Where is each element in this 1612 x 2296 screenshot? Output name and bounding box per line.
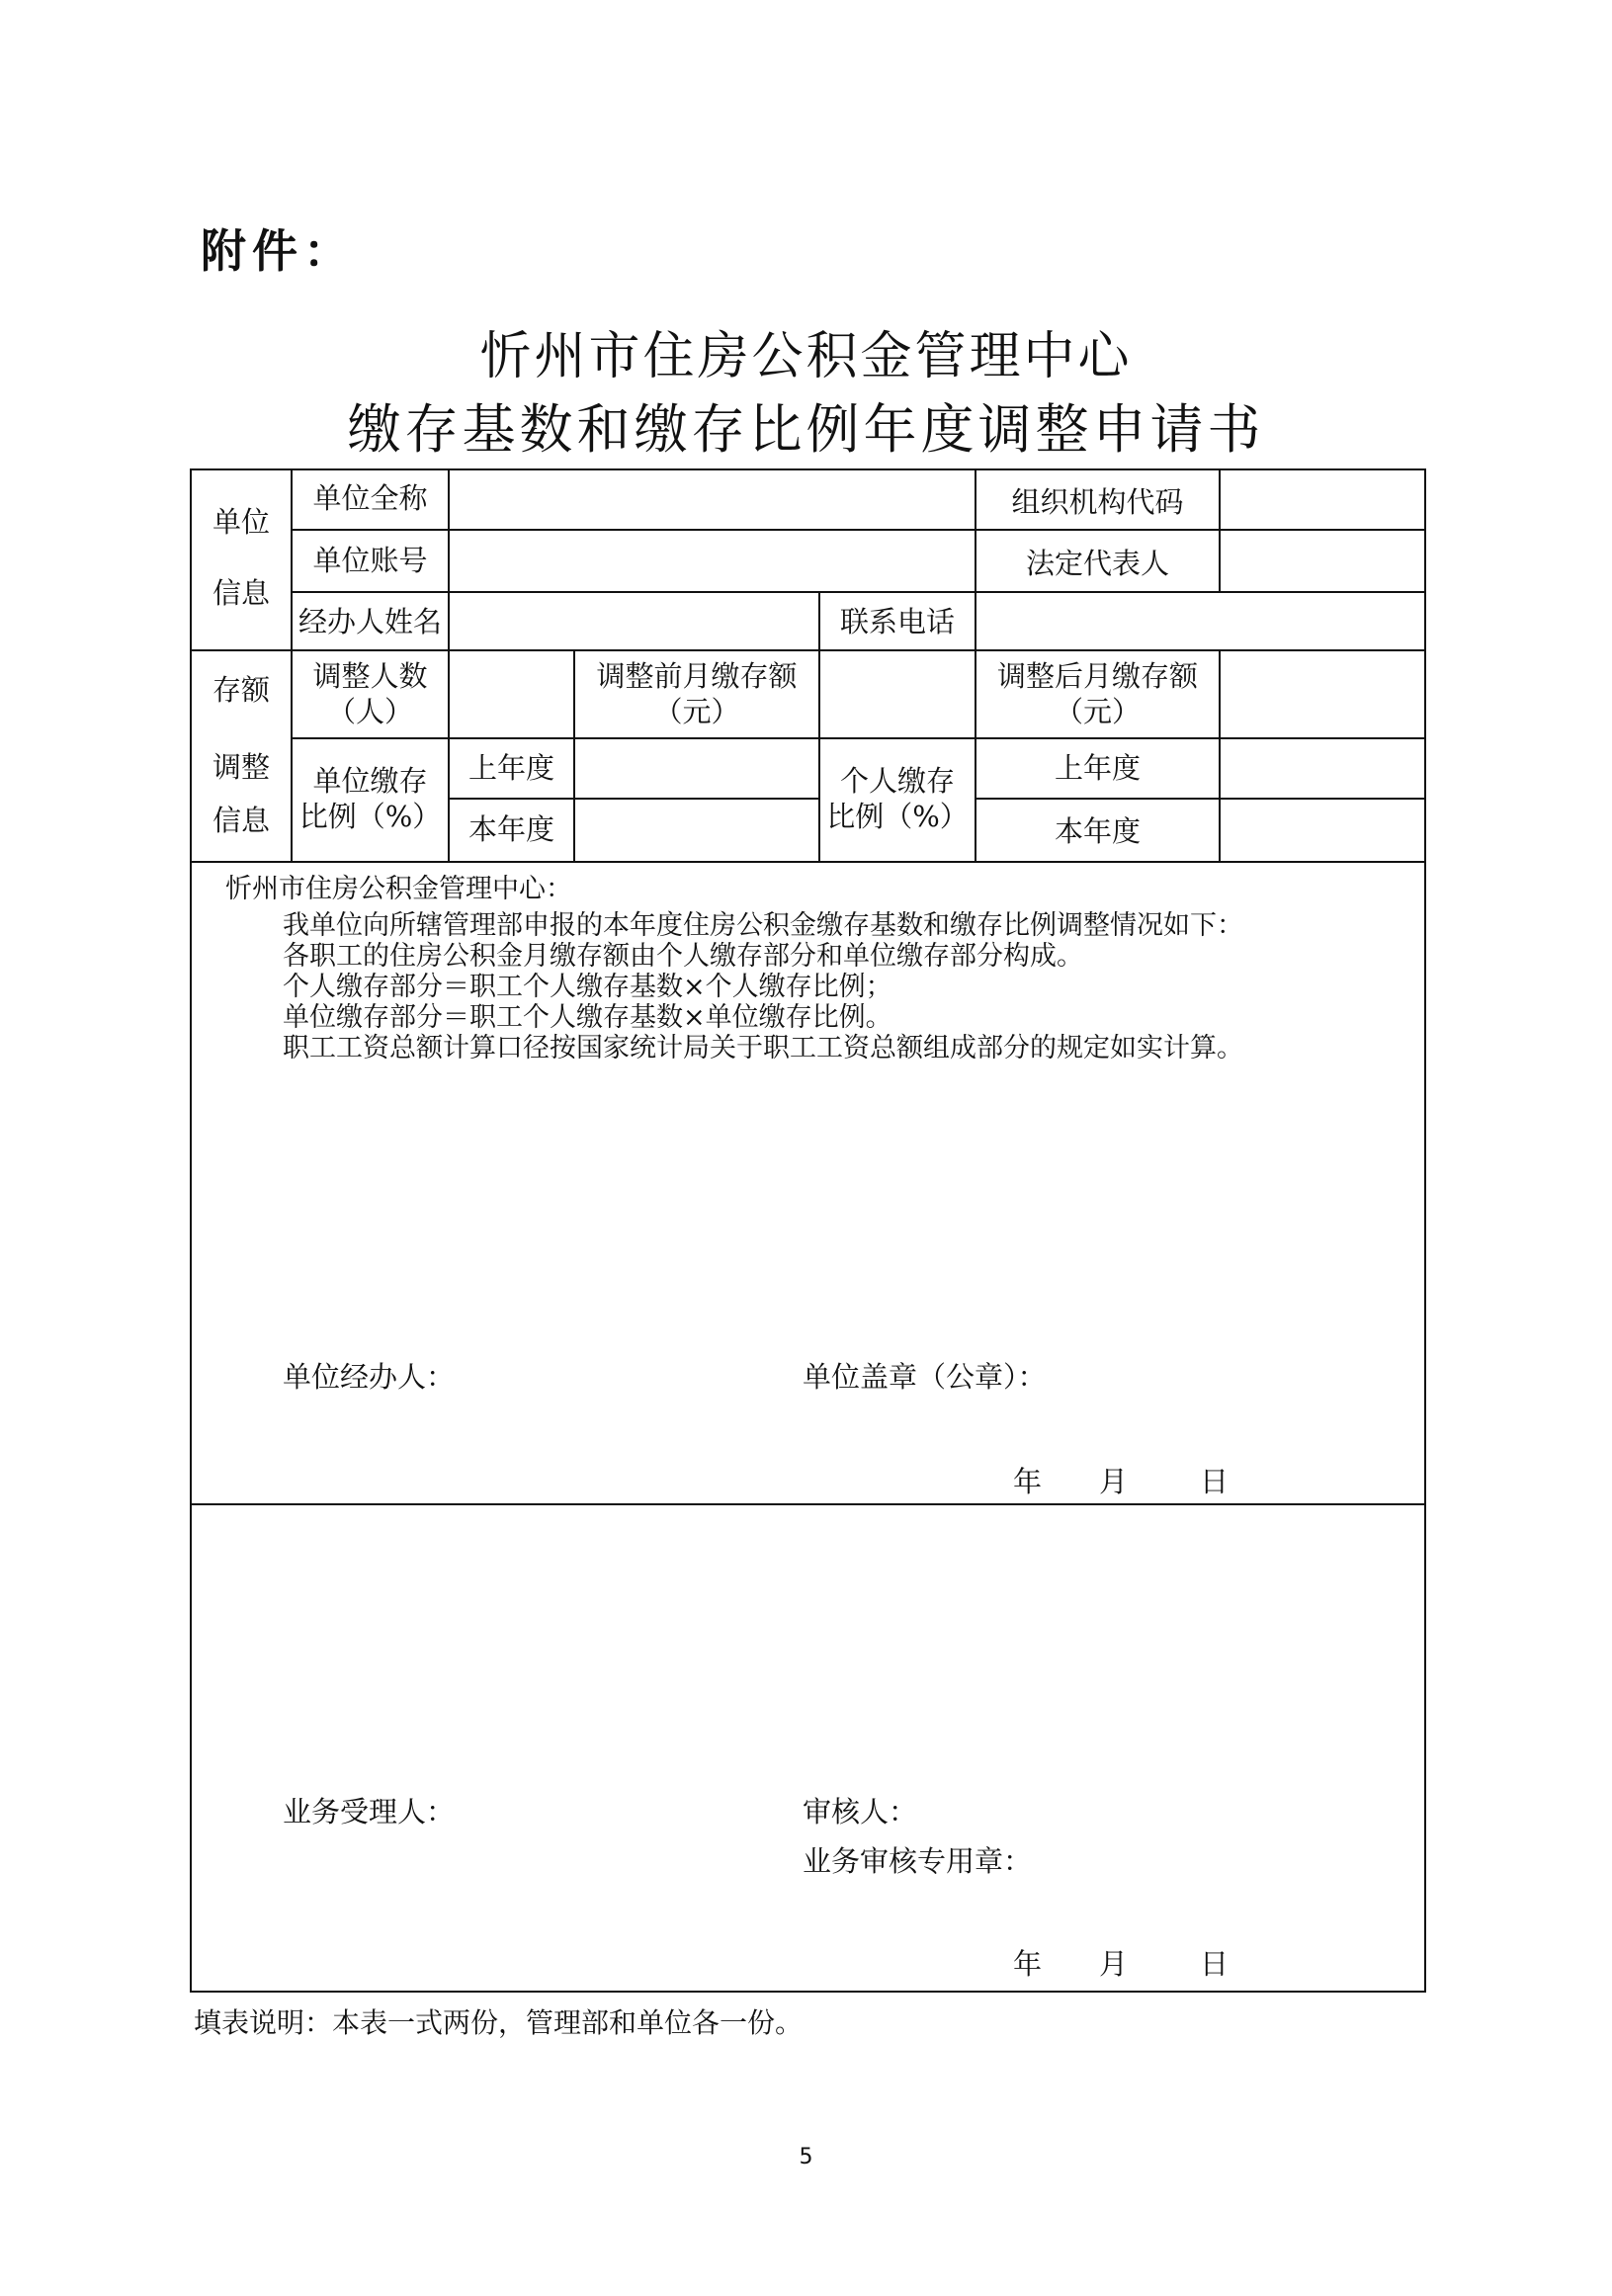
before-amount-label xyxy=(575,658,818,729)
personal-ratio-label-line2: 比例（%） xyxy=(826,800,969,833)
handler-name-label: 经办人姓名 xyxy=(297,605,442,638)
unit-ratio-last-year-label: 上年度 xyxy=(467,751,554,785)
review-date-year: 年 xyxy=(1013,1947,1043,1981)
personal-ratio-label-line1: 个人缴存 xyxy=(839,764,955,798)
deposit-label-1: 存额 xyxy=(212,673,270,707)
declaration-date-year: 年 xyxy=(1013,1465,1043,1498)
people-count-label-line1: 调整人数 xyxy=(312,659,428,693)
business-receiver-label: 业务受理人： xyxy=(283,1795,456,1828)
document-title-line1: 忻州市住房公积金管理中心 xyxy=(479,327,1133,386)
personal-ratio-this-year-label: 本年度 xyxy=(1054,814,1141,848)
deposit-section-label xyxy=(208,672,275,838)
declaration-addressee: 忻州市住房公积金管理中心： xyxy=(225,874,572,904)
legal-rep-label: 法定代表人 xyxy=(1025,547,1169,580)
unit-seal-label: 单位盖章（公章）： xyxy=(803,1360,1047,1394)
personal-ratio-last-year-label: 上年度 xyxy=(1054,751,1141,785)
review-date-day: 日 xyxy=(1200,1947,1230,1981)
people-count-label xyxy=(293,658,448,729)
unit-info-label-top: 单位 xyxy=(212,505,270,539)
declaration-line: 职工工资总额计算口径按国家统计局关于职工工资总额组成部分的规定如实计算。 xyxy=(283,1033,1243,1063)
page-number: 5 xyxy=(799,2145,813,2169)
deposit-label-3: 信息 xyxy=(212,804,270,837)
phone-label: 联系电话 xyxy=(839,605,955,638)
declaration-line: 单位缴存部分＝职工个人缴存基数×单位缴存比例。 xyxy=(283,1002,892,1033)
auditor-label: 审核人： xyxy=(803,1795,918,1828)
declaration-line: 我单位向所辖管理部申报的本年度住房公积金缴存基数和缴存比例调整情况如下： xyxy=(283,910,1243,941)
declaration-line: 个人缴存部分＝职工个人缴存基数×个人缴存比例； xyxy=(283,972,892,1002)
fill-instructions-note: 填表说明：本表一式两份，管理部和单位各一份。 xyxy=(194,2006,804,2039)
unit-ratio-label xyxy=(293,763,448,834)
declaration-date-day: 日 xyxy=(1200,1465,1230,1498)
before-amount-label-line2: （元） xyxy=(653,695,740,728)
unit-info-label-bottom: 信息 xyxy=(212,576,270,610)
account-label: 单位账号 xyxy=(312,544,428,577)
personal-ratio-label xyxy=(820,763,975,834)
people-count-label-line2: （人） xyxy=(326,695,413,728)
declaration-date-month: 月 xyxy=(1099,1465,1129,1498)
full-name-label: 单位全称 xyxy=(312,481,428,515)
after-amount-label xyxy=(976,658,1219,729)
declaration-line: 各职工的住房公积金月缴存额由个人缴存部分和单位缴存部分构成。 xyxy=(283,941,1083,972)
deposit-label-2: 调整 xyxy=(212,750,270,784)
audit-seal-label: 业务审核专用章： xyxy=(803,1844,1033,1878)
unit-handler-label: 单位经办人： xyxy=(283,1360,456,1394)
unit-ratio-label-line1: 单位缴存 xyxy=(312,764,428,798)
org-code-label: 组织机构代码 xyxy=(1011,485,1184,519)
unit-info-section-label xyxy=(208,504,275,611)
before-amount-label-line1: 调整前月缴存额 xyxy=(596,659,798,693)
unit-ratio-this-year-label: 本年度 xyxy=(467,812,554,846)
unit-ratio-label-line2: 比例（%） xyxy=(298,800,442,833)
after-amount-label-line2: （元） xyxy=(1054,695,1141,728)
review-date-month: 月 xyxy=(1099,1947,1129,1981)
attachment-label: 附件： xyxy=(201,224,355,278)
after-amount-label-line1: 调整后月缴存额 xyxy=(996,659,1198,693)
document-title-line2: 缴存基数和缴存比例年度调整申请书 xyxy=(347,398,1265,461)
